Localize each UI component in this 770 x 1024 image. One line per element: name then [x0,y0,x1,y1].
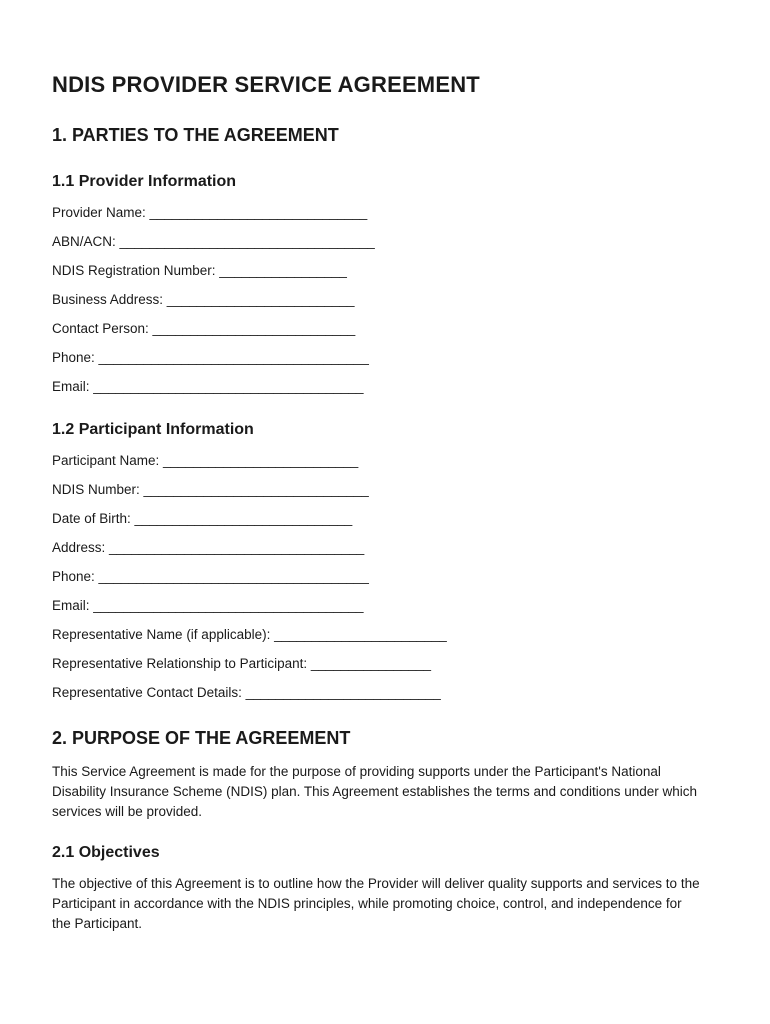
participant-info-heading: 1.2 Participant Information [52,421,254,438]
objectives-heading: 2.1 Objectives [52,844,160,861]
participant-address-field: Address: __________________________________ [52,540,365,555]
business-address-field: Business Address: _________________________ [52,292,355,307]
purpose-paragraph: This Service Agreement is made for the purpose of providing supports under the Participant's National Disability Insurance Scheme (NDIS) plan. This Agreement establishes the terms and conditions under which services will be provided. [52,764,698,819]
contact-person-field: Contact Person: ___________________________ [52,321,356,336]
date-of-birth-field: Date of Birth: _____________________________ [52,511,353,526]
section-1-heading: 1. PARTIES TO THE AGREEMENT [52,125,339,145]
representative-relationship-field: Representative Relationship to Participant: ________________ [52,656,432,671]
abn-acn-field: ABN/ACN: __________________________________ [52,234,375,249]
provider-name-field: Provider Name: _____________________________ [52,205,368,220]
participant-name-field: Participant Name: __________________________ [52,453,359,468]
participant-phone-field: Phone: ____________________________________ [52,569,369,584]
provider-phone-field: Phone: ____________________________________ [52,350,369,365]
participant-email-field: Email: ____________________________________ [52,598,364,613]
provider-info-heading: 1.1 Provider Information [52,173,237,190]
document-title: NDIS PROVIDER SERVICE AGREEMENT [52,72,480,97]
objectives-paragraph: The objective of this Agreement is to outline how the Provider will deliver quality supports and services to the Participant in accordance with the NDIS principles, while promoting choice, control, and independence for the Participant. [52,876,700,931]
section-2-heading: 2. PURPOSE OF THE AGREEMENT [52,728,351,748]
provider-email-field: Email: ____________________________________ [52,379,364,394]
ndis-registration-field: NDIS Registration Number: _________________ [52,263,347,278]
representative-contact-field: Representative Contact Details: __________________________ [52,685,441,700]
representative-name-field: Representative Name (if applicable): _______________________ [52,627,447,642]
ndis-number-field: NDIS Number: ______________________________ [52,482,369,497]
